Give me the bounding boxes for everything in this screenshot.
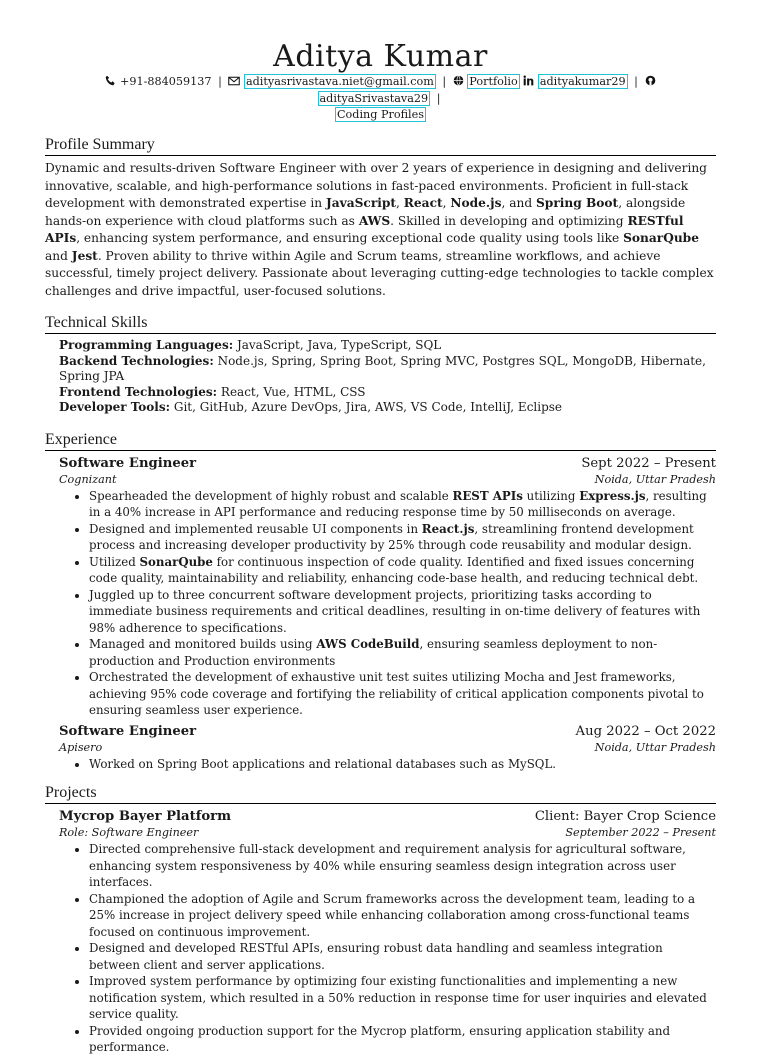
phone-number: +91-884059137	[120, 75, 212, 88]
github-icon	[645, 75, 656, 91]
technical-skills-section	[45, 313, 716, 416]
list-item: • Designed and developed RESTful APIs, ensuring robust data handling and seamless integration between client and server applications.	[89, 940, 716, 973]
list-item: • Orchestrated the development of exhaustive unit test suites utilizing Mocha and Jest frameworks, achieving 95% code coverage and fortifying the reliability of critical application components pivotal to ensuring seamless user experience.	[89, 669, 716, 719]
project-dates: September 2022 – Present	[565, 826, 716, 839]
email-link[interactable]: adityasrivastava.niet@gmail.com	[245, 75, 434, 88]
job-entry	[45, 723, 716, 773]
separator: |	[218, 75, 222, 88]
job-role: Software Engineer	[59, 723, 197, 739]
section-heading: Projects	[45, 783, 716, 804]
separator: |	[442, 75, 447, 88]
company-name: Cognizant	[59, 472, 117, 486]
company-name: Apisero	[59, 740, 103, 754]
job-entry	[45, 455, 716, 719]
job-location: Noida, Uttar Pradesh	[594, 740, 716, 754]
github-link[interactable]: adityaSrivastava29	[319, 92, 429, 105]
job-bullets	[59, 756, 716, 773]
project-entry	[45, 808, 716, 1056]
project-role: Role: Software Engineer	[59, 826, 199, 839]
projects-section	[45, 783, 716, 1056]
skill-row: Programming Languages: JavaScript, Java, TypeScript, SQL	[59, 338, 442, 352]
job-role: Software Engineer	[59, 455, 197, 471]
list-item: • Juggled up to three concurrent software development projects, prioritizing tasks according to immediate business requirements and critical deadlines, resulting in on-time delivery of features with 98% adherence to specifications.	[89, 587, 716, 637]
project-name: Mycrop Bayer Platform	[59, 809, 232, 824]
list-item: • Spearheaded the development of highly robust and scalable REST APIs utilizing Express.js, resulting in a 40% increase in API performance and reducing response time by 50 milliseconds on average.	[89, 488, 716, 521]
list-item: • Championed the adoption of Agile and Scrum frameworks across the development team, leading to a 25% increase in project delivery speed while enhancing collaboration among cross-functional teams focused on continuous improvement.	[89, 891, 716, 941]
list-item: • Utilized SonarQube for continuous inspection of code quality. Identified and fixed issues concerning code quality, maintainability and reliability, enhancing code-base health, and reducing technical debt.	[89, 554, 716, 587]
candidate-name: Aditya Kumar	[273, 39, 488, 74]
skill-row: Developer Tools: Git, GitHub, Azure DevOps, Jira, AWS, VS Code, IntelliJ, Eclipse	[59, 400, 563, 414]
list-item: • Designed and implemented reusable UI components in React.js, streamlining frontend development process and increasing developer productivity by 25% through code reusability and modular design.	[89, 521, 716, 554]
section-heading: Profile Summary	[45, 135, 716, 156]
section-heading: Experience	[45, 430, 716, 451]
skills-list	[45, 338, 716, 416]
list-item: • Managed and monitored builds using AWS CodeBuild, ensuring seamless deployment to non-production and Production environments	[89, 636, 716, 669]
list-item: • Worked on Spring Boot applications and relational databases such as MySQL.	[89, 756, 716, 773]
separator: |	[436, 92, 441, 105]
coding-profiles-link[interactable]: Coding Profiles	[337, 108, 424, 121]
separator: |	[634, 75, 638, 88]
list-item: • Improved system performance by optimizing four existing functionalities and implementing a new notification system, which resulted in a 50% reduction in response time for user inquiries and elevated service quality.	[89, 973, 716, 1023]
profile-summary-section	[45, 135, 716, 300]
globe-icon	[453, 75, 464, 91]
summary-paragraph: Dynamic and results-driven Software Engineer with over 2 years of experience in designing and delivering innovative, scalable, and high-performance solutions in fast-paced environments. Proficient in full-stack development with demonstrated expertise in JavaScript, React, Node.js, and Spring Boot, alongside hands-on experience with cloud platforms such as AWS. Skilled in developing and optimizing RESTful APIs, enhancing system performance, and ensuring exceptional code quality using tools like SonarQube and Jest. Proven ability to thrive within Agile and Scrum teams, streamline workflows, and achieve successful, timely project delivery. Passionate about leveraging cutting-edge technologies to tackle complex challenges and drive impactful, user-focused solutions.	[45, 161, 714, 298]
skill-row: Frontend Technologies: React, Vue, HTML, CSS	[59, 384, 366, 399]
experience-section	[45, 430, 716, 773]
linkedin-link[interactable]: adityakumar29	[539, 75, 626, 88]
list-item: • Directed comprehensive full-stack development and requirement analysis for agricultural software, enhancing system responsiveness by 40% while ensuring seamless design integration across user interfaces.	[89, 841, 716, 891]
linkedin-icon	[523, 75, 534, 91]
project-bullets	[59, 841, 716, 1056]
phone-icon	[105, 75, 116, 91]
job-location: Noida, Uttar Pradesh	[594, 472, 716, 486]
job-dates: Aug 2022 – Oct 2022	[575, 723, 716, 739]
contact-line	[45, 74, 716, 123]
skill-row: Backend Technologies: Node.js, Spring, Spring Boot, Spring MVC, Postgres SQL, MongoDB, Hibernate, Spring JPA	[59, 353, 706, 383]
list-item: • Provided ongoing production support for the Mycrop platform, ensuring application stability and performance.	[89, 1023, 716, 1056]
envelope-icon	[228, 75, 240, 91]
section-heading: Technical Skills	[45, 313, 716, 334]
job-dates: Sept 2022 – Present	[581, 455, 716, 471]
project-client: Client: Bayer Crop Science	[534, 809, 716, 824]
portfolio-link[interactable]: Portfolio	[469, 75, 518, 88]
job-bullets	[59, 488, 716, 719]
